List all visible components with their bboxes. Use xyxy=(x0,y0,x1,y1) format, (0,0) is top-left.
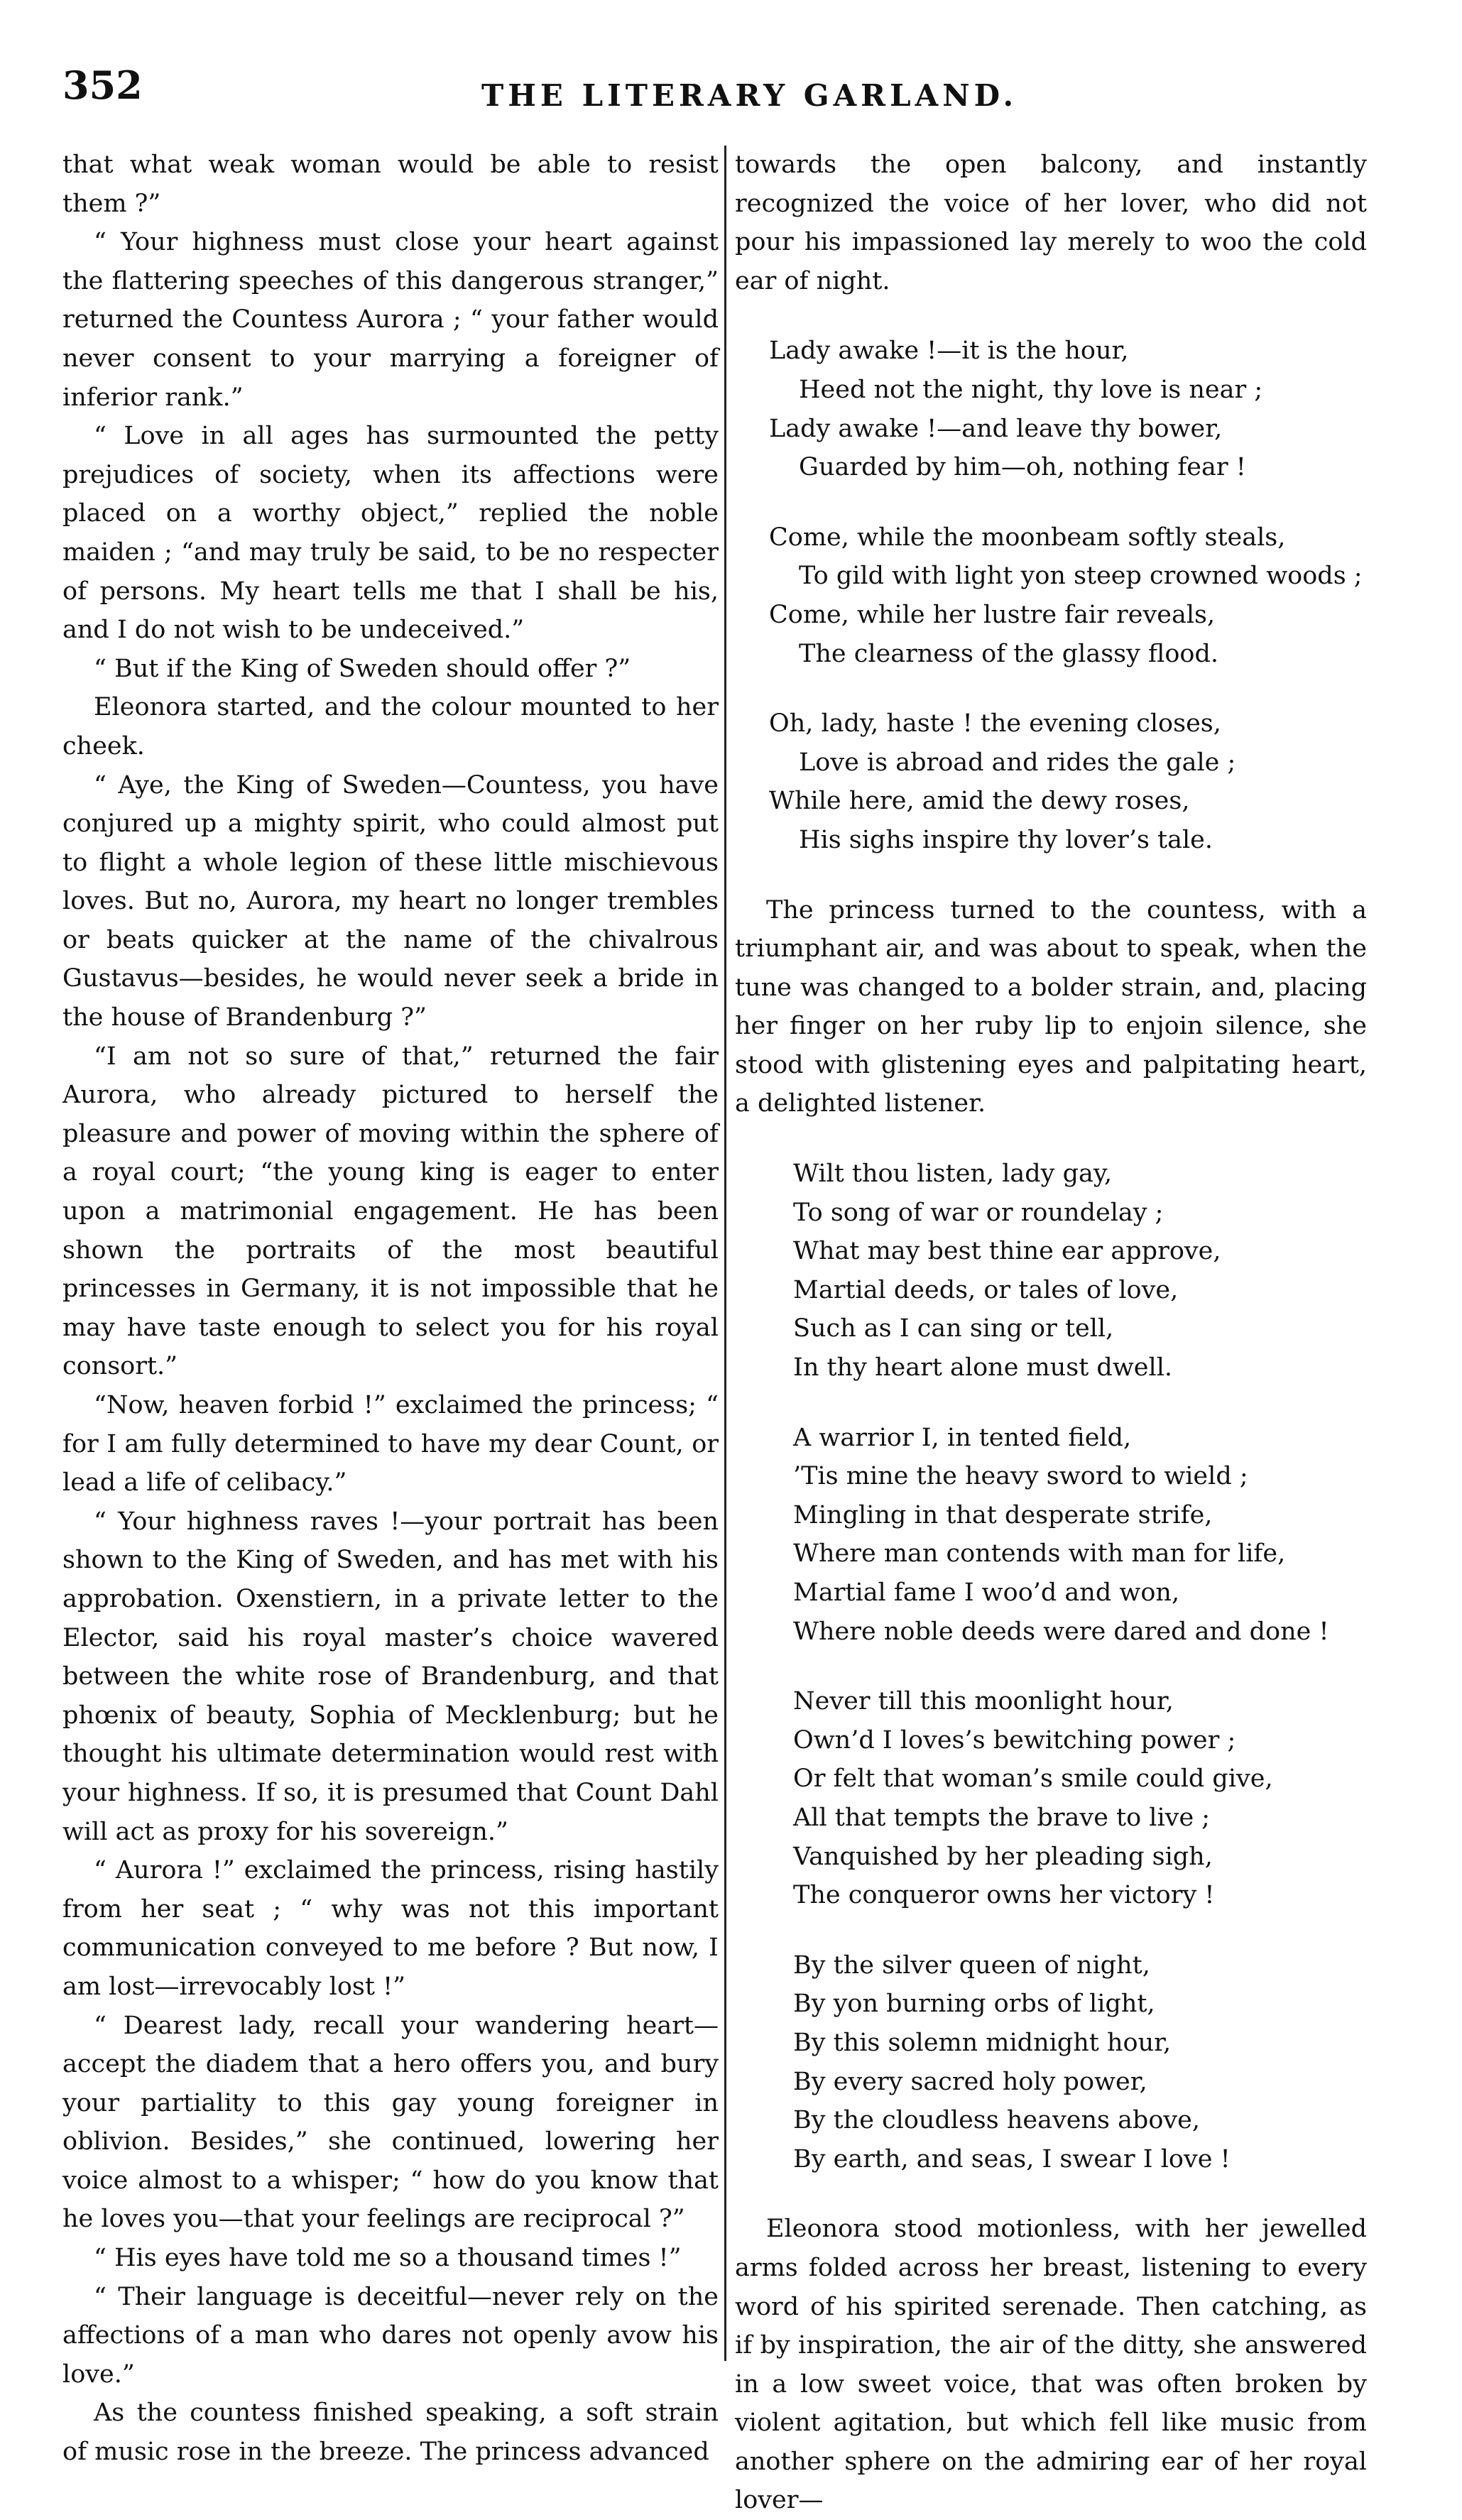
verse-line: Where noble deeds were dared and done ! xyxy=(793,1617,1329,1646)
serenade-stanza xyxy=(769,518,1367,673)
verse-line: Love is abroad and rides the gale ; xyxy=(799,748,1236,777)
verse-line: By the silver queen of night, xyxy=(793,1951,1150,1980)
verse-line: By earth, and seas, I swear I love ! xyxy=(793,2144,1231,2173)
paragraph: “ Love in all ages has surmounted the petty prejudices of society, when its affections were placed on a worthy object,” replied the noble maiden ; “and may truly be said, to be no respecter of persons. My heart tells me that I shall be his, and I do not wish to be undeceived.” xyxy=(62,422,719,645)
left-column xyxy=(62,146,719,2472)
verse-line: Never till this moonlight hour, xyxy=(793,1687,1174,1716)
verse-line: The clearness of the glassy flood. xyxy=(799,639,1219,668)
paragraph: “Now, heaven forbid !” exclaimed the princess; “ for I am fully determined to have my dear Count, or lead a life of celibacy.” xyxy=(62,1391,719,1498)
verse-line: Oh, lady, haste ! the evening closes, xyxy=(769,709,1221,738)
verse-line: Vanquished by her pleading sigh, xyxy=(793,1842,1213,1871)
paragraph: “ Your highness must close your heart against the flattering speeches of this dangerous stranger,” returned the Countess Aurora ; “ your father would never consent to your marrying a foreigner of inferior rank.” xyxy=(62,228,719,412)
running-title: THE LITERARY GARLAND. xyxy=(481,78,1018,113)
paragraph-intro: towards the open balcony, and instantly recognized the voice of her lover, who did not pour his impassioned lay merely to woo the cold ear of night. xyxy=(735,151,1367,295)
paragraph: “ Aurora !” exclaimed the princess, rising hastily from her seat ; “ why was not this important communication conveyed to me before ? But now, I am lost—irrevocably lost !” xyxy=(62,1856,719,2001)
verse-line: Heed not the night, thy love is near ; xyxy=(799,375,1263,404)
paragraph: Eleonora started, and the colour mounted to her cheek. xyxy=(62,693,719,760)
verse-line: ’Tis mine the heavy sword to wield ; xyxy=(793,1462,1248,1491)
verse-line: By this solemn midnight hour, xyxy=(793,2028,1172,2057)
verse-line: Lady awake !—and leave thy bower, xyxy=(769,414,1223,443)
verse-line: Martial deeds, or tales of love, xyxy=(793,1275,1179,1304)
song-stanza xyxy=(793,1419,1367,1652)
paragraph: that what weak woman would be able to resist them ?” xyxy=(62,151,719,218)
verse-line: By yon burning orbs of light, xyxy=(793,1990,1155,2019)
verse-line: Mingling in that desperate strife, xyxy=(793,1500,1213,1529)
verse-line: Come, while the moonbeam softly steals, xyxy=(769,523,1286,552)
paragraph-closing: Eleonora stood motionless, with her jewelled arms folded across her breast, listening to every word of his spirited serenade. Then catching, as if by inspiration, the air of the ditty, she answered in a low sweet voice, that was often broken by violent agitation, but which fell like music from another sphere on the admiring ear of her royal lover— xyxy=(735,2215,1367,2515)
verse-line: Or felt that woman’s smile could give, xyxy=(793,1764,1273,1794)
paragraph-middle: The princess turned to the countess, with a triumphant air, and was about to speak, when the tune was changed to a bolder strain, and, placing her finger on her ruby lip to enjoin silence, she stood with glistening eyes and palpitating heart, a delighted listener. xyxy=(735,895,1367,1118)
paragraph: “ Dearest lady, recall your wandering heart—accept the diadem that a hero offers you, and bury your partiality to this gay young foreigner in oblivion. Besides,” she continued, lowering her voice almost to a whisper; “ how do you know that he loves you—that your feelings are reciprocal ?” xyxy=(62,2011,719,2234)
paragraph: “ But if the King of Sweden should offer ?” xyxy=(94,654,631,683)
verse-line: By the cloudless heavens above, xyxy=(793,2106,1201,2135)
song-stanza xyxy=(793,1946,1367,2179)
paragraph: As the countess finished speaking, a soft strain of music rose in the breeze. The princess advanced xyxy=(62,2399,719,2467)
verse-line: A warrior I, in tented field, xyxy=(793,1423,1132,1452)
paragraph: “ Their language is deceitful—never rely on the affections of a man who dares not openly avow his love.” xyxy=(62,2282,719,2389)
page-number: 352 xyxy=(62,62,143,108)
verse-line: While here, amid the dewy roses, xyxy=(769,787,1190,816)
paragraph: “I am not so sure of that,” returned the fair Aurora, who already pictured to herself the pleasure and power of moving within the sphere of a royal court; “the young king is eager to enter upon a matrimonial engagement. He has been shown the portraits of the most beautiful princesses in Germany, it is not impossible that he may have taste enough to select you for his royal consort.” xyxy=(62,1042,719,1381)
page-header xyxy=(62,62,1412,119)
paragraph: “ Your highness raves !—your portrait has been shown to the King of Sweden, and has met with his approbation. Oxenstiern, in a private letter to the Elector, said his royal master’s choice wavered between the white rose of Brandenburg, and that phœnix of beauty, Sophia of Mecklenburg; but he thought his ultimate determination would rest with your highness. If so, it is presumed that Count Dahl will act as proxy for his sovereign.” xyxy=(62,1507,719,1846)
verse-line: The conqueror owns her victory ! xyxy=(793,1881,1215,1910)
verse-line: Such as I can sing or tell, xyxy=(793,1314,1114,1343)
song-stanza xyxy=(793,1155,1367,1387)
paragraph: “ Aye, the King of Sweden—Countess, you have conjured up a mighty spirit, who could almost put to flight a whole legion of these little mischievous loves. But no, Aurora, my heart no longer trembles or beats quicker at the name of the chivalrous Gustavus—besides, he would never seek a bride in the house of Brandenburg ?” xyxy=(62,770,719,1032)
verse-line: All that tempts the brave to live ; xyxy=(793,1803,1211,1832)
right-column xyxy=(735,146,1367,2520)
column-divider xyxy=(724,146,726,2361)
verse-line: Come, while her lustre fair reveals, xyxy=(769,600,1216,629)
paragraph: “ His eyes have told me so a thousand times !” xyxy=(94,2244,682,2273)
verse-line: By every sacred holy power, xyxy=(793,2067,1147,2096)
verse-line: Wilt thou listen, lady gay, xyxy=(793,1160,1113,1189)
serenade-stanza xyxy=(769,332,1367,486)
verse-line: In thy heart alone must dwell. xyxy=(793,1353,1173,1382)
verse-line: Martial fame I woo’d and won, xyxy=(793,1578,1180,1607)
verse-line: Own’d I loves’s bewitching power ; xyxy=(793,1725,1236,1755)
serenade-stanza xyxy=(769,704,1367,859)
verse-line: To song of war or roundelay ; xyxy=(793,1198,1164,1227)
verse-line: Where man contends with man for life, xyxy=(793,1539,1286,1569)
verse-line: What may best thine ear approve, xyxy=(793,1237,1221,1266)
verse-line: Lady awake !—it is the hour, xyxy=(769,337,1129,366)
verse-line: His sighs inspire thy lover’s tale. xyxy=(799,825,1213,854)
song-stanza xyxy=(793,1682,1367,1915)
verse-line: Guarded by him—oh, nothing fear ! xyxy=(799,453,1246,482)
verse-line: To gild with light yon steep crowned woods ; xyxy=(799,562,1363,591)
